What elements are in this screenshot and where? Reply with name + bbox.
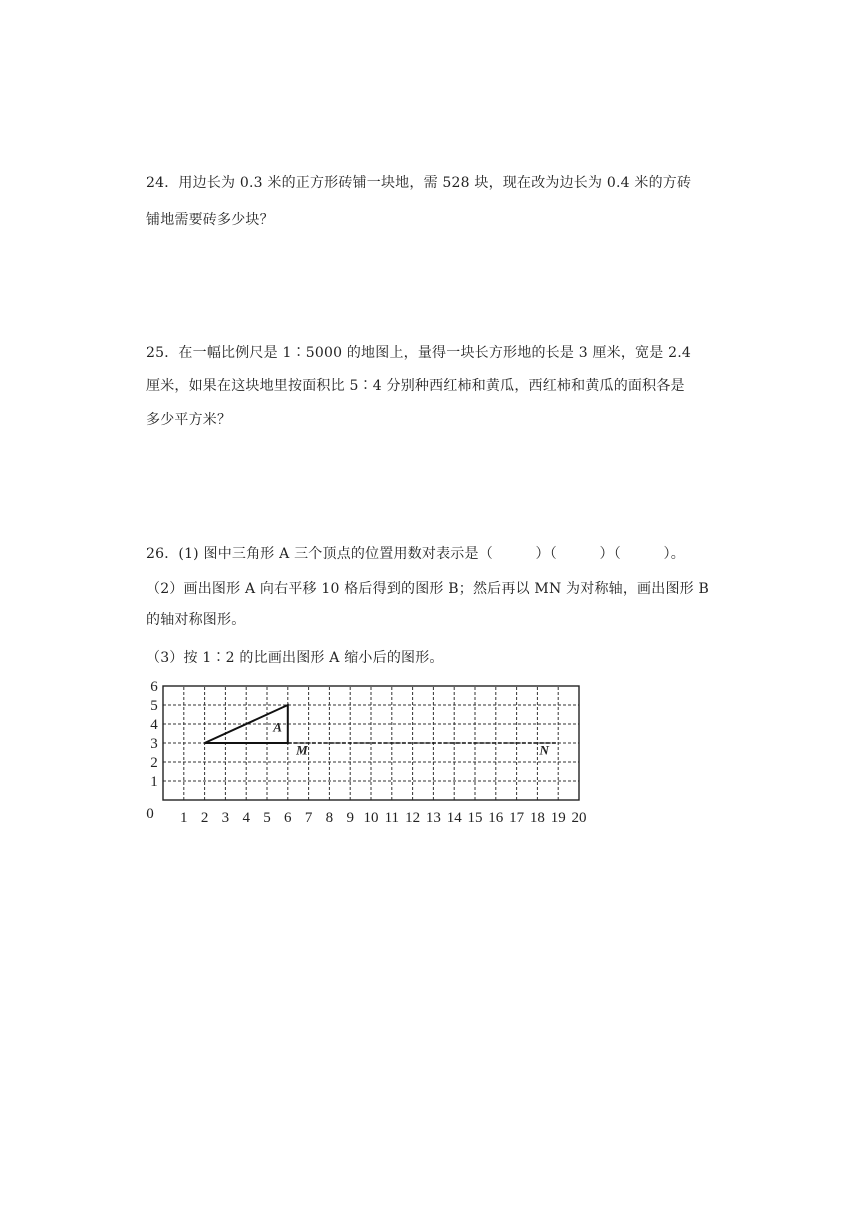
- y-tick-label: 1: [150, 774, 158, 790]
- x-tick-label: 1: [180, 810, 188, 826]
- y-tick-label: 5: [150, 698, 158, 714]
- x-tick-label: 10: [363, 810, 379, 826]
- coordinate-grid-figure: [140, 676, 600, 826]
- x-tick-label: 11: [384, 810, 400, 826]
- point-m-label: M: [296, 742, 308, 758]
- question-25-line-2: 厘米，如果在这块地里按面积比 5∶4 分别种西红柿和黄瓜，西红柿和黄瓜的面积各是: [146, 378, 685, 394]
- x-tick-label: 19: [550, 810, 566, 826]
- x-tick-label: 3: [221, 810, 230, 826]
- x-tick-label: 16: [488, 810, 504, 826]
- y-tick-label: 3: [150, 736, 158, 752]
- question-25-line-3: 多少平方米？: [146, 412, 232, 428]
- x-tick-label: 8: [325, 810, 334, 826]
- axis-labels: [146, 679, 586, 826]
- x-tick-label: 17: [509, 810, 525, 826]
- x-tick-label: 20: [571, 810, 587, 826]
- question-24-line-2: 铺地需要砖多少块？: [146, 212, 274, 228]
- question-26-part-1: 26．(1) 图中三角形 A 三个顶点的位置用数对表示是（ ）（ ）（ ）。: [146, 546, 685, 562]
- x-tick-label: 12: [405, 810, 421, 826]
- x-tick-label: 6: [284, 810, 292, 826]
- x-tick-label: 5: [263, 810, 271, 826]
- y-tick-label: 4: [150, 717, 158, 733]
- x-tick-label: 4: [242, 810, 250, 826]
- question-25-line-1: 25．在一幅比例尺是 1∶5000 的地图上，量得一块长方形地的长是 3 厘米，宽是 2.4: [146, 345, 691, 361]
- triangle-a-label: A: [273, 719, 282, 735]
- origin-label: 0: [146, 806, 154, 822]
- x-tick-label: 9: [346, 810, 354, 826]
- x-tick-label: 18: [529, 810, 545, 826]
- question-26-part-3: （3）按 1∶2 的比画出图形 A 缩小后的图形。: [146, 650, 444, 666]
- question-24-line-1: 24．用边长为 0.3 米的正方形砖铺一块地，需 528 块，现在改为边长为 0.4 米的方砖: [146, 175, 692, 191]
- x-tick-label: 2: [200, 810, 209, 826]
- x-tick-label: 15: [467, 810, 483, 826]
- question-26-part-2-line-1: （2）画出图形 A 向右平移 10 格后得到的图形 B；然后再以 MN 为对称轴，画出图形 B: [146, 581, 709, 597]
- x-tick-label: 14: [446, 810, 462, 826]
- y-tick-label: 2: [150, 755, 158, 771]
- point-n-label: N: [539, 742, 549, 758]
- y-tick-label: 6: [150, 679, 158, 695]
- x-tick-label: 13: [425, 810, 441, 826]
- question-26-part-2-line-2: 的轴对称图形。: [146, 612, 246, 628]
- x-tick-label: 7: [304, 810, 313, 826]
